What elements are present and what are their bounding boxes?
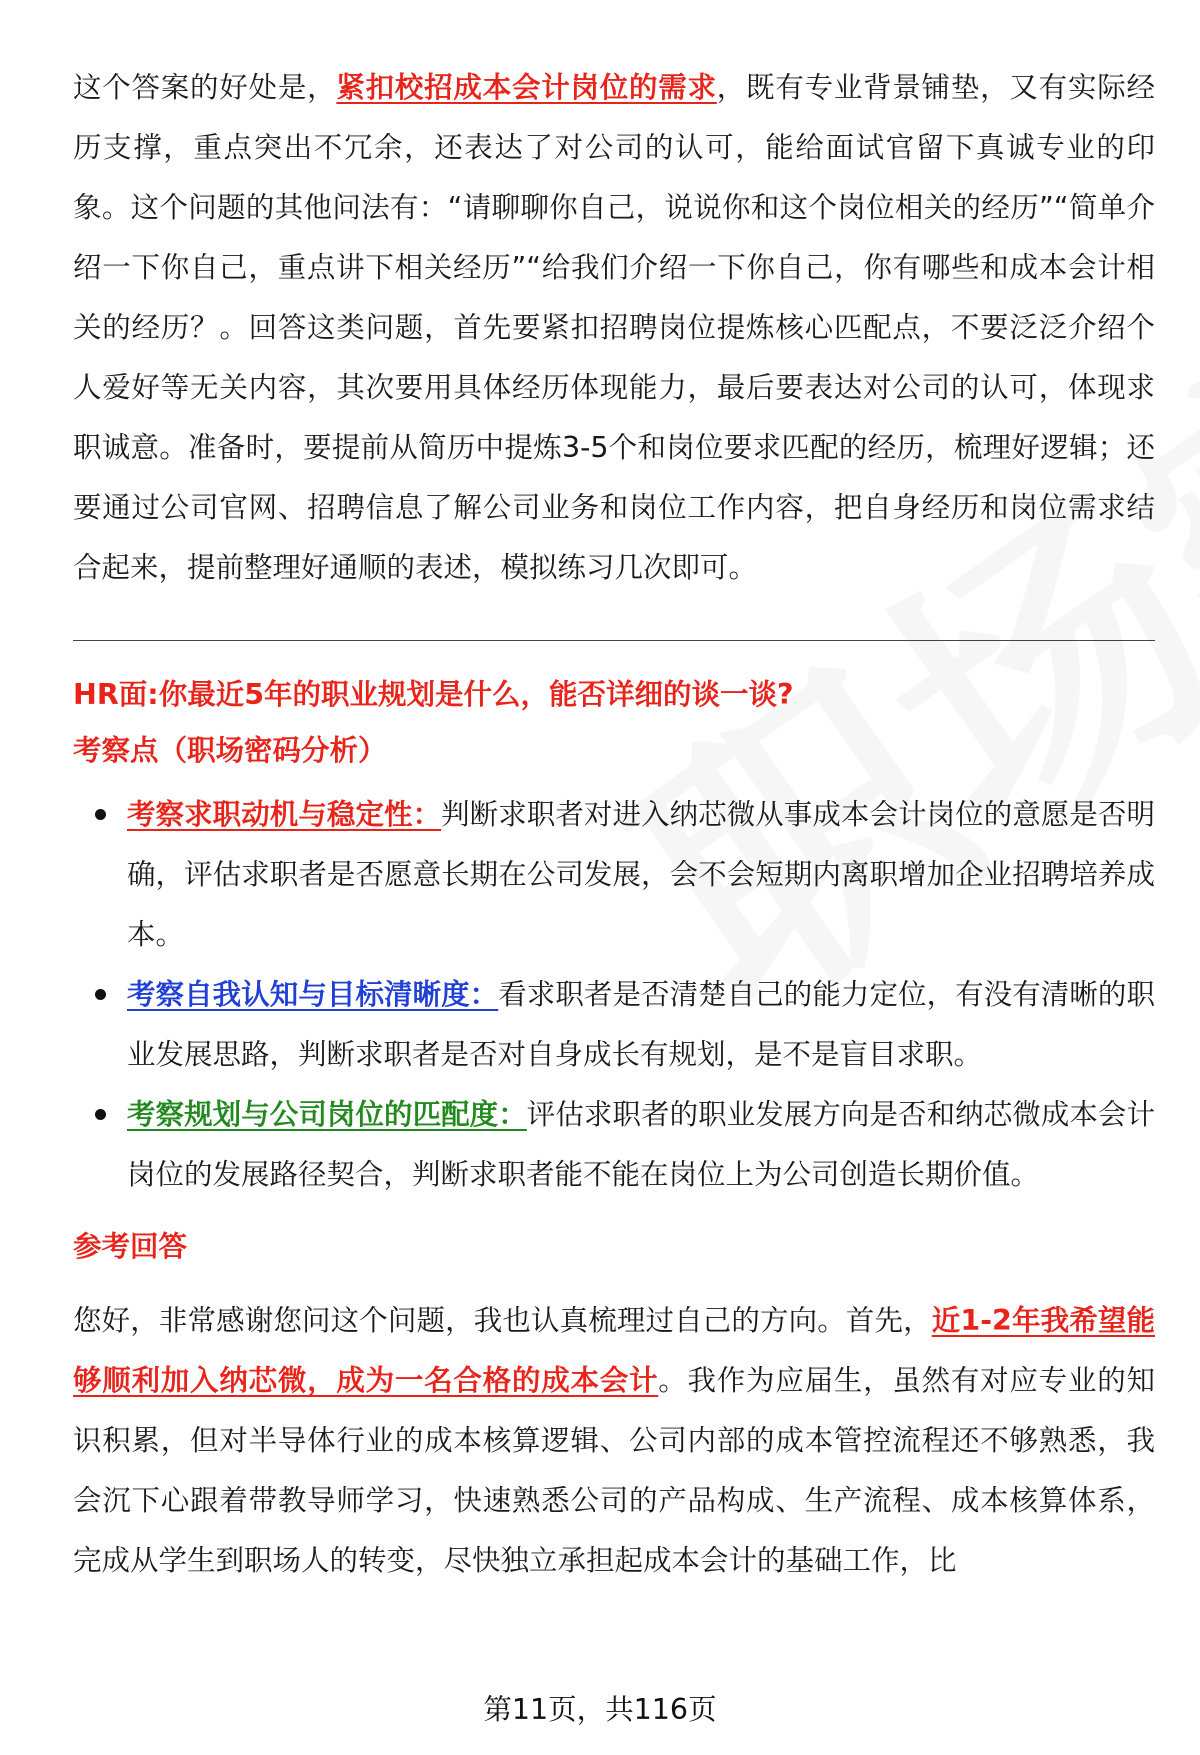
analysis-heading: 考察点（职场密码分析） [73,734,387,767]
answer-text-after: 。我作为应届生，虽然有对应专业的知识积累，但对半导体行业的成本核算逻辑、公司内部的成本管控流程还不够熟悉，我会沉下心跟着带教导师学习，快速熟悉公司的产品构成、生产流程、成本核算体系，完成从学生到职场人的转变，尽快独立承担起成本会计的基础工作，比 [73,1364,1155,1577]
section-divider [73,640,1155,641]
analysis-label: 考察求职动机与稳定性： [127,798,442,831]
answer-text-before: 您好，非常感谢您问这个问题，我也认真梳理过自己的方向。首先， [73,1304,932,1337]
bullet-dot-icon [95,989,106,1000]
analysis-label: 考察规划与公司岗位的匹配度： [127,1098,527,1131]
page-number: 第11页，共116页 [483,1693,717,1726]
analysis-item [73,785,1155,965]
intro-paragraph [73,58,1155,598]
analysis-text: 看求职者是否清楚自己的能力定位，有没有清晰的职业发展思路，判断求职者是否对自身成长有规划，是不是盲目求职。 [127,978,1155,1071]
analysis-item [73,1085,1155,1205]
analysis-item [73,965,1155,1085]
answer-paragraph [73,1291,1155,1591]
intro-text-after: ，既有专业背景铺垫，又有实际经历支撑，重点突出不冗余，还表达了对公司的认可，能给面试官留下真诚专业的印象。这个问题的其他问法有：“请聊聊你自己，说说你和这个岗位相关的经历”“简单介绍一下你自己，重点讲下相关经历”“给我们介绍一下你自己，你有哪些和成本会计相关的经历？。回答这类问题，首先要紧扣招聘岗位提炼核心匹配点，不要泛泛介绍个人爱好等无关内容，其次要用具体经历体现能力，最后要表达对公司的认可，体现求职诚意。准备时，要提前从简历中提炼3-5个和岗位要求匹配的经历，梳理好逻辑；还要通过公司官网、招聘信息了解公司业务和岗位工作内容，把自身经历和岗位需求结合起来，提前整理好通顺的表述，模拟练习几次即可。 [73,71,1155,584]
answer-heading: 参考回答 [73,1230,188,1263]
analysis-text: 判断求职者对进入纳芯微从事成本会计岗位的意愿是否明确，评估求职者是否愿意长期在公司发展，会不会短期内离职增加企业招聘培养成本。 [127,798,1155,951]
answer-highlight: 近1-2年我希望能够顺利加入纳芯微，成为一名合格的成本会计 [73,1304,1155,1397]
intro-text-before: 这个答案的好处是， [73,71,337,104]
bullet-dot-icon [95,1109,106,1120]
bullet-dot-icon [95,809,106,820]
analysis-text: 评估求职者的职业发展方向是否和纳芯微成本会计岗位的发展路径契合，判断求职者能不能在岗位上为公司创造长期价值。 [127,1098,1155,1191]
question-heading: HR面:你最近5年的职业规划是什么，能否详细的谈一谈? [73,678,794,711]
document-page [73,58,1155,1591]
intro-highlight: 紧扣校招成本会计岗位的需求 [336,71,717,104]
analysis-list [73,785,1155,1205]
analysis-label: 考察自我认知与目标清晰度： [127,978,499,1011]
